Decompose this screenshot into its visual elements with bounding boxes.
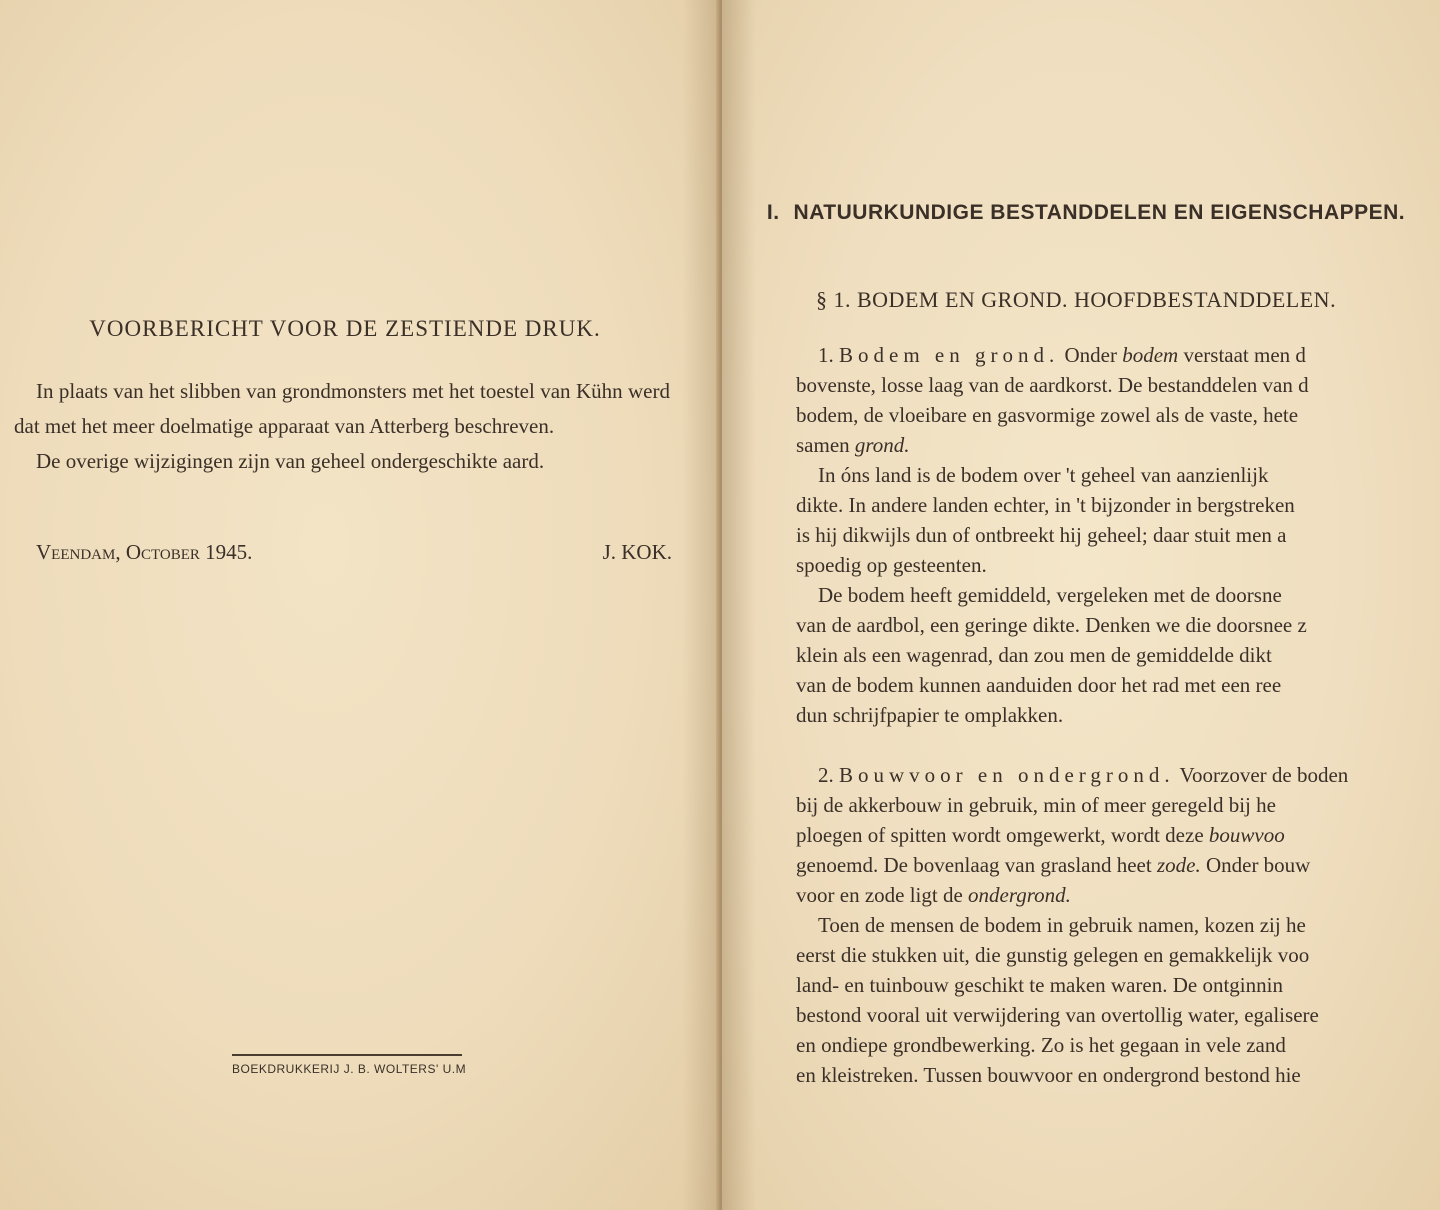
text-line: eerst die stukken uit, die gunstig gelegen en gemakkelijk voo	[796, 943, 1310, 967]
preface-paragraph: In plaats van het slibben van grondmonsters met het toestel van Kühn werd dat met het meer doelmatige apparaat van Atterberg beschreven.	[14, 379, 670, 438]
text-line	[796, 760, 1440, 790]
text-line: en ondiepe grondbewerking. Zo is het gegaan in vele zand	[796, 1033, 1286, 1057]
text-line: dun schrijfpapier te omplakken.	[796, 703, 1064, 727]
body-text	[796, 340, 1440, 1090]
text-line: van de bodem kunnen aanduiden door het rad met een ree	[796, 673, 1282, 697]
preface-title: VOORBERICHT VOOR DE ZESTIENDE DRUK.	[89, 316, 601, 341]
text-span: Onder	[1064, 343, 1117, 367]
author-signature: J. KOK.	[602, 540, 672, 564]
text-line: bestond vooral uit verwijdering van overtollig water, egalisere	[796, 1003, 1319, 1027]
text-line	[796, 880, 1440, 910]
text-span: samen	[796, 433, 850, 457]
preface-paragraph: De overige wijzigingen zijn van geheel ondergeschikte aard.	[36, 449, 545, 473]
text-line	[796, 430, 1440, 460]
text-line: klein als een wagenrad, dan zou men de gemiddelde dikt	[796, 643, 1272, 667]
text-line: bij de akkerbouw in gebruik, min of meer geregeld bij he	[796, 793, 1276, 817]
section-heading: § 1. BODEM EN GROND. HOOFDBESTANDDELEN.	[816, 287, 1337, 312]
signature-line	[36, 540, 672, 565]
text-span: ploegen of spitten wordt omgewerkt, wordt deze	[796, 823, 1204, 847]
place-date: Veendam, October 1945.	[36, 540, 253, 564]
text-span: Onder bouw	[1205, 853, 1311, 877]
text-line: van de aardbol, een geringe dikte. Denken we die doorsnee z	[796, 613, 1307, 637]
text-line: De bodem heeft gemiddeld, vergeleken met de doorsne	[818, 583, 1282, 607]
preface-body	[14, 374, 670, 479]
italic-term: grond.	[854, 433, 910, 457]
text-span: genoemd. De bovenlaag van grasland heet	[796, 853, 1152, 877]
spaced-term: Bodem en grond.	[839, 343, 1060, 367]
text-span: Voorzover de boden	[1179, 763, 1349, 787]
text-span: verstaat men d	[1183, 343, 1306, 367]
printer-imprint: BOEKDRUKKERIJ J. B. WOLTERS' U.M	[232, 1062, 467, 1076]
printer-rule	[232, 1054, 462, 1056]
text-line: dikte. In andere landen echter, in 't bijzonder in bergstreken	[796, 493, 1295, 517]
italic-term: ondergrond.	[968, 883, 1071, 907]
text-line	[796, 850, 1440, 880]
text-line: en kleistreken. Tussen bouwvoor en ondergrond bestond hie	[796, 1063, 1301, 1087]
chapter-title: NATUURKUNDIGE BESTANDDELEN EN EIGENSCHAPPEN.	[793, 201, 1406, 224]
chapter-heading	[746, 198, 1426, 228]
item-number: 1.	[818, 343, 834, 367]
text-line: is hij dikwijls dun of ontbreekt hij geheel; daar stuit men a	[796, 523, 1287, 547]
spaced-term: Bouwvoor en ondergrond.	[839, 763, 1175, 787]
chapter-number: I.	[766, 201, 780, 224]
text-line: land- en tuinbouw geschikt te maken waren. De ontginnin	[796, 973, 1283, 997]
text-line: bovenste, losse laag van de aardkorst. De bestanddelen van d	[796, 373, 1309, 397]
text-line: spoedig op gesteenten.	[796, 553, 987, 577]
text-line: Toen de mensen de bodem in gebruik namen, kozen zij he	[818, 913, 1306, 937]
text-line	[796, 820, 1440, 850]
text-line	[796, 340, 1440, 370]
text-line: In óns land is de bodem over 't geheel van aanzienlijk	[818, 463, 1269, 487]
item-number: 2.	[818, 763, 834, 787]
right-page	[722, 0, 1440, 1210]
italic-term: zode.	[1156, 853, 1201, 877]
text-line: bodem, de vloeibare en gasvormige zowel als de vaste, hete	[796, 403, 1299, 427]
italic-term: bodem	[1122, 343, 1179, 367]
paragraph-gap	[796, 730, 1440, 760]
text-span: voor en zode ligt de	[796, 883, 963, 907]
italic-term: bouwvoo	[1208, 823, 1285, 847]
